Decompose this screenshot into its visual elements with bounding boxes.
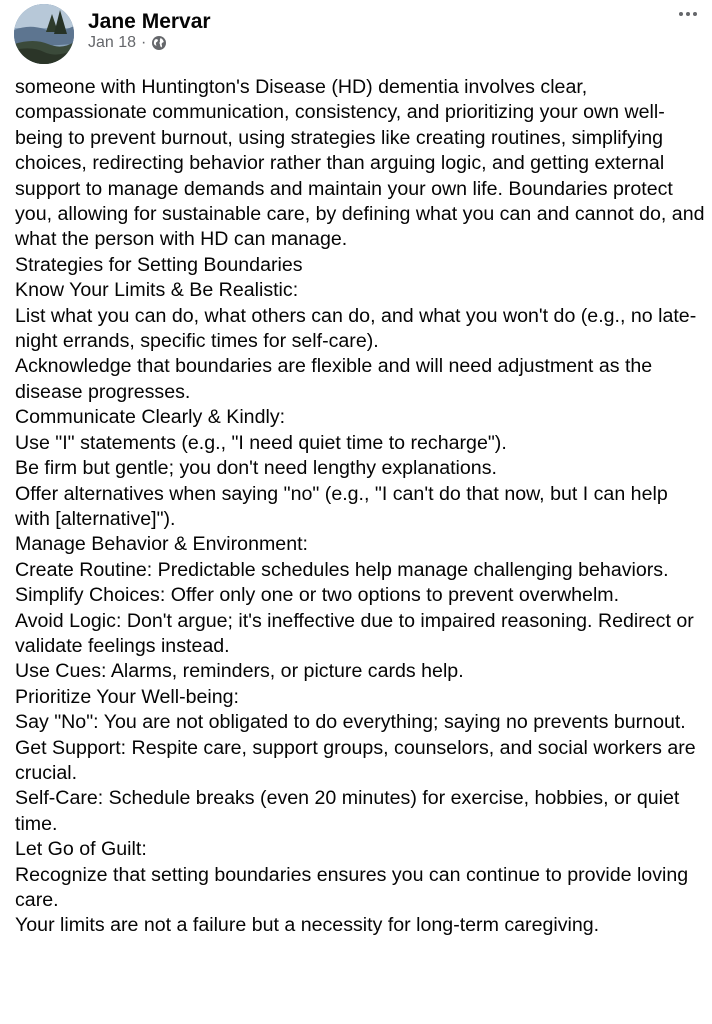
avatar-photo-icon xyxy=(14,4,74,64)
more-options-icon[interactable] xyxy=(674,2,702,26)
post-paragraph: Your limits are not a failure but a necessity for long-term caregiving. xyxy=(15,914,600,937)
post-paragraph: Create Routine: Predictable schedules help manage challenging behaviors. xyxy=(15,558,669,581)
post-paragraph: List what you can do, what others can do, and what you won't do (e.g., no late-night errands, specific times for self-care). xyxy=(15,304,697,353)
post-paragraph: Acknowledge that boundaries are flexible and will need adjustment as the disease progresses. xyxy=(15,355,653,403)
author-name[interactable]: Jane Mervar xyxy=(88,10,211,33)
post-paragraph: Prioritize Your Well-being: xyxy=(15,685,239,708)
post-paragraph: Know Your Limits & Be Realistic: xyxy=(15,279,299,302)
post-paragraph: Be firm but gentle; you don't need lengthy explanations. xyxy=(15,457,497,480)
globe-icon[interactable] xyxy=(151,35,167,51)
post-paragraph: someone with Huntington's Disease (HD) dementia involves clear, compassionate communication, consistency, and prioritizing your own well-being to prevent burnout, using strategies like creating routines, simplifying choices, redirecting behavior rather than arguing logic, and getting external support to manage demands and maintain your own life. Boundaries protect you, allowing for sustainable care, by defining what you can and cannot do, and what the person with HD can manage. xyxy=(15,76,705,251)
post-paragraph: Say "No": You are not obligated to do everything; saying no prevents burnout. xyxy=(15,711,686,734)
more-dot xyxy=(693,12,697,16)
post-paragraph: Communicate Clearly & Kindly: xyxy=(15,406,286,429)
post-meta xyxy=(88,34,167,52)
more-dot xyxy=(679,12,683,16)
post-paragraph: Use "I" statements (e.g., "I need quiet time to recharge"). xyxy=(15,431,507,454)
post-header xyxy=(0,0,712,76)
post-paragraph: Strategies for Setting Boundaries xyxy=(15,253,303,276)
post-paragraph: Simplify Choices: Offer only one or two options to prevent overwhelm. xyxy=(15,584,620,607)
more-dot xyxy=(686,12,690,16)
post-body xyxy=(15,75,705,939)
post-paragraph: Use Cues: Alarms, reminders, or picture cards help. xyxy=(15,660,464,683)
post-date[interactable]: Jan 18 xyxy=(88,34,137,51)
post-paragraph: Manage Behavior & Environment: xyxy=(15,533,308,556)
meta-separator: · xyxy=(141,34,147,51)
post-paragraph: Let Go of Guilt: xyxy=(15,838,147,861)
post-paragraph: Self-Care: Schedule breaks (even 20 minutes) for exercise, hobbies, or quiet time. xyxy=(15,787,680,835)
post-paragraph: Recognize that setting boundaries ensures you can continue to provide loving care. xyxy=(15,863,689,911)
post-paragraph: Offer alternatives when saying "no" (e.g., "I can't do that now, but I can help with [alternative]"). xyxy=(15,482,668,530)
post-paragraph: Get Support: Respite care, support groups, counselors, and social workers are crucial. xyxy=(15,736,696,784)
post-paragraph: Avoid Logic: Don't argue; it's ineffective due to impaired reasoning. Redirect or validate feelings instead. xyxy=(15,609,694,657)
avatar[interactable] xyxy=(14,4,74,64)
